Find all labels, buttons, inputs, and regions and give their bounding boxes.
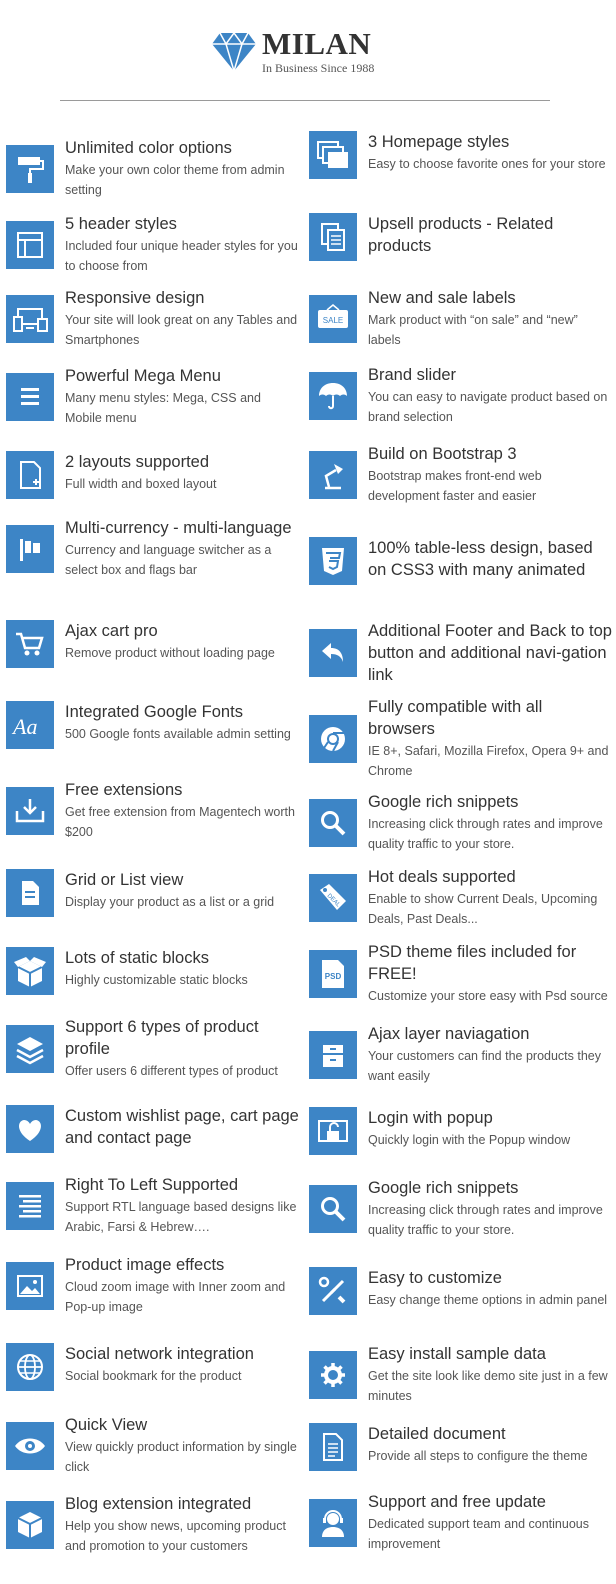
open-box-icon [6, 947, 54, 995]
back-arrow-icon [309, 629, 357, 677]
feature-title: Integrated Google Fonts [65, 703, 243, 721]
document-icon [6, 869, 54, 917]
flags-icon [6, 525, 54, 573]
feature-title: Free extensions [65, 781, 183, 799]
feature-description: Your site will look great on any Tables and Smartphones [65, 313, 298, 347]
feature-text [65, 620, 301, 663]
brand-name: MILAN [262, 26, 372, 61]
feature-title: PSD theme files included for FREE! [368, 943, 577, 983]
feature-description: Dedicated support team and continuous improvement [368, 1517, 589, 1551]
css3-icon [309, 537, 357, 585]
svg-text:DEAL: DEAL [325, 893, 341, 909]
feature-description: Support RTL language based designs like Arabic, Farsi & Hebrew…. [65, 1200, 297, 1234]
feature-title: Right To Left Supported [65, 1176, 239, 1194]
feature-description: Customize your store easy with Psd source [368, 989, 608, 1003]
brand-tagline: In Business Since 1988 [262, 61, 375, 75]
feature-description: Social bookmark for the product [65, 1369, 242, 1383]
feature-text [368, 131, 612, 174]
feature-title: Easy install sample data [368, 1345, 546, 1363]
feature-title: Build on Bootstrap 3 [368, 445, 517, 463]
svg-text:Aa: Aa [13, 714, 38, 739]
feature-title: Fully compatible with all browsers [368, 698, 543, 738]
document-lines-icon [309, 1423, 357, 1471]
unlock-icon [309, 1107, 357, 1155]
feature-text [65, 1343, 301, 1386]
archive-icon [309, 1031, 357, 1079]
feature-title: 100% table-less design, based on CSS3 with many animated [368, 539, 593, 579]
feature-description: Your customers can find the products they want easily [368, 1049, 602, 1083]
feature-text [65, 701, 301, 744]
feature-description: Currency and language switcher as a select box and flags bar [65, 543, 272, 577]
feature-text [368, 1491, 612, 1554]
deal-tag-icon [309, 874, 357, 922]
layout-icon [6, 221, 54, 269]
feature-description: Increasing click through rates and improve quality traffic to your store. [368, 1203, 603, 1237]
feature-description: Enable to show Current Deals, Upcoming Deals, Past Deals... [368, 892, 598, 926]
feature-text [368, 287, 612, 350]
feature-description: Many menu styles: Mega, CSS and Mobile menu [65, 391, 261, 425]
new-document-icon [6, 451, 54, 499]
feature-description: Bootstrap makes front-end web development faster and easier [368, 469, 542, 503]
feature-title: Detailed document [368, 1425, 506, 1443]
gear-icon [309, 1351, 357, 1399]
feature-text [65, 137, 301, 200]
feature-title: Google rich snippets [368, 1179, 519, 1197]
align-right-icon [6, 1182, 54, 1230]
psd-file-icon [309, 950, 357, 998]
header [0, 0, 616, 110]
feature-text [368, 941, 612, 1006]
feature-title: 3 Homepage styles [368, 133, 510, 151]
umbrella-icon [309, 372, 357, 420]
search-icon [309, 799, 357, 847]
feature-description: Display your product as a list or a grid [65, 895, 275, 909]
feature-text [368, 213, 612, 257]
feature-text [65, 365, 301, 428]
feature-title: Product image effects [65, 1256, 225, 1274]
svg-text:SALE: SALE [322, 316, 344, 325]
feature-title: Easy to customize [368, 1269, 502, 1287]
menu-icon [6, 373, 54, 421]
feature-text [65, 1174, 301, 1237]
feature-description: IE 8+, Safari, Mozilla Firefox, Opera 9+ and Chrome [368, 744, 609, 778]
feature-text [65, 213, 301, 276]
feature-description: Easy to choose favorite ones for your store [368, 157, 606, 171]
feature-description: Full width and boxed layout [65, 477, 217, 491]
layers-icon [6, 1025, 54, 1073]
feature-text [65, 1493, 301, 1556]
feature-description: Remove product without loading page [65, 646, 275, 660]
feature-title: Ajax layer naviagation [368, 1025, 530, 1043]
feature-title: Ajax cart pro [65, 622, 158, 640]
tools-icon [309, 1267, 357, 1315]
feature-title: Powerful Mega Menu [65, 367, 221, 385]
feature-title: Responsive design [65, 289, 205, 307]
feature-description: Get free extension from Magentech worth $200 [65, 805, 295, 839]
feature-text [368, 1107, 612, 1150]
heart-icon [6, 1105, 54, 1153]
feature-title: Support 6 types of product profile [65, 1018, 259, 1058]
feature-description: Quickly login with the Popup window [368, 1133, 571, 1147]
header-divider [60, 100, 550, 101]
feature-title: Grid or List view [65, 871, 184, 889]
feature-text [368, 791, 612, 854]
feature-title: Brand slider [368, 366, 457, 384]
feature-text [368, 1423, 612, 1466]
feature-text [65, 947, 301, 990]
feature-description: You can easy to navigate product based on brand selection [368, 390, 608, 424]
feature-text [65, 1016, 301, 1081]
paint-roller-icon [6, 145, 54, 193]
feature-title: Blog extension integrated [65, 1495, 252, 1513]
feature-text [368, 1343, 612, 1406]
feature-description: Help you show news, upcoming product and promotion to your customers [65, 1519, 286, 1553]
feature-description: Make your own color theme from admin setting [65, 163, 285, 197]
support-agent-icon [309, 1499, 357, 1547]
feature-title: Multi-currency - multi-language [65, 519, 292, 537]
globe-icon [6, 1343, 54, 1391]
feature-text [65, 1254, 301, 1317]
feature-title: Additional Footer and Back to top button and additional navi-gation link [368, 622, 612, 684]
devices-icon [6, 295, 54, 343]
feature-title: New and sale labels [368, 289, 516, 307]
feature-text [368, 696, 612, 781]
feature-title: Hot deals supported [368, 868, 516, 886]
feature-description: Mark product with “on sale” and “new” labels [368, 313, 578, 347]
feature-description: Cloud zoom image with Inner zoom and Pop-up image [65, 1280, 286, 1314]
font-icon [6, 701, 54, 749]
stacked-pages-icon [309, 131, 357, 179]
feature-text [65, 1414, 301, 1477]
feature-description: 500 Google fonts available admin setting [65, 727, 291, 741]
feature-title: Login with popup [368, 1109, 493, 1127]
feature-title: Unlimited color options [65, 139, 232, 157]
feature-title: Quick View [65, 1416, 148, 1434]
feature-description: Increasing click through rates and improve quality traffic to your store. [368, 817, 603, 851]
image-icon [6, 1262, 54, 1310]
feature-title: Lots of static blocks [65, 949, 209, 967]
eye-icon [6, 1422, 54, 1470]
feature-title: Upsell products - Related products [368, 215, 554, 255]
desk-lamp-icon [309, 451, 357, 499]
search-icon [309, 1185, 357, 1233]
feature-description: Get the site look like demo site just in a few minutes [368, 1369, 608, 1403]
feature-description: Included four unique header styles for you to choose from [65, 239, 298, 273]
feature-title: 2 layouts supported [65, 453, 210, 471]
feature-text [368, 537, 612, 581]
diamond-logo-icon [212, 33, 256, 71]
chrome-icon [309, 715, 357, 763]
feature-title: 5 header styles [65, 215, 177, 233]
svg-text:PSD: PSD [324, 972, 342, 981]
feature-title: Social network integration [65, 1345, 254, 1363]
feature-title: Google rich snippets [368, 793, 519, 811]
cart-icon [6, 620, 54, 668]
feature-text [65, 1105, 301, 1149]
copy-documents-icon [309, 213, 357, 261]
feature-title: Custom wishlist page, cart page and contact page [65, 1107, 299, 1147]
cube-icon [6, 1501, 54, 1549]
feature-description: Easy change theme options in admin panel [368, 1293, 608, 1307]
feature-description: Provide all steps to configure the theme [368, 1449, 588, 1463]
feature-text [368, 1267, 612, 1310]
feature-text [368, 620, 612, 686]
feature-text [368, 364, 612, 427]
feature-description: Highly customizable static blocks [65, 973, 248, 987]
feature-text [65, 779, 301, 842]
download-tray-icon [6, 787, 54, 835]
feature-text [65, 517, 301, 580]
feature-description: View quickly product information by single click [65, 1440, 297, 1474]
feature-text [368, 1177, 612, 1240]
feature-text [65, 451, 301, 494]
feature-description: Offer users 6 different types of product [65, 1064, 278, 1078]
sale-sign-icon [309, 295, 357, 343]
feature-title: Support and free update [368, 1493, 546, 1511]
feature-text [368, 443, 612, 506]
feature-text [368, 1023, 612, 1086]
feature-text [65, 287, 301, 350]
feature-text [65, 869, 301, 912]
feature-text [368, 866, 612, 929]
